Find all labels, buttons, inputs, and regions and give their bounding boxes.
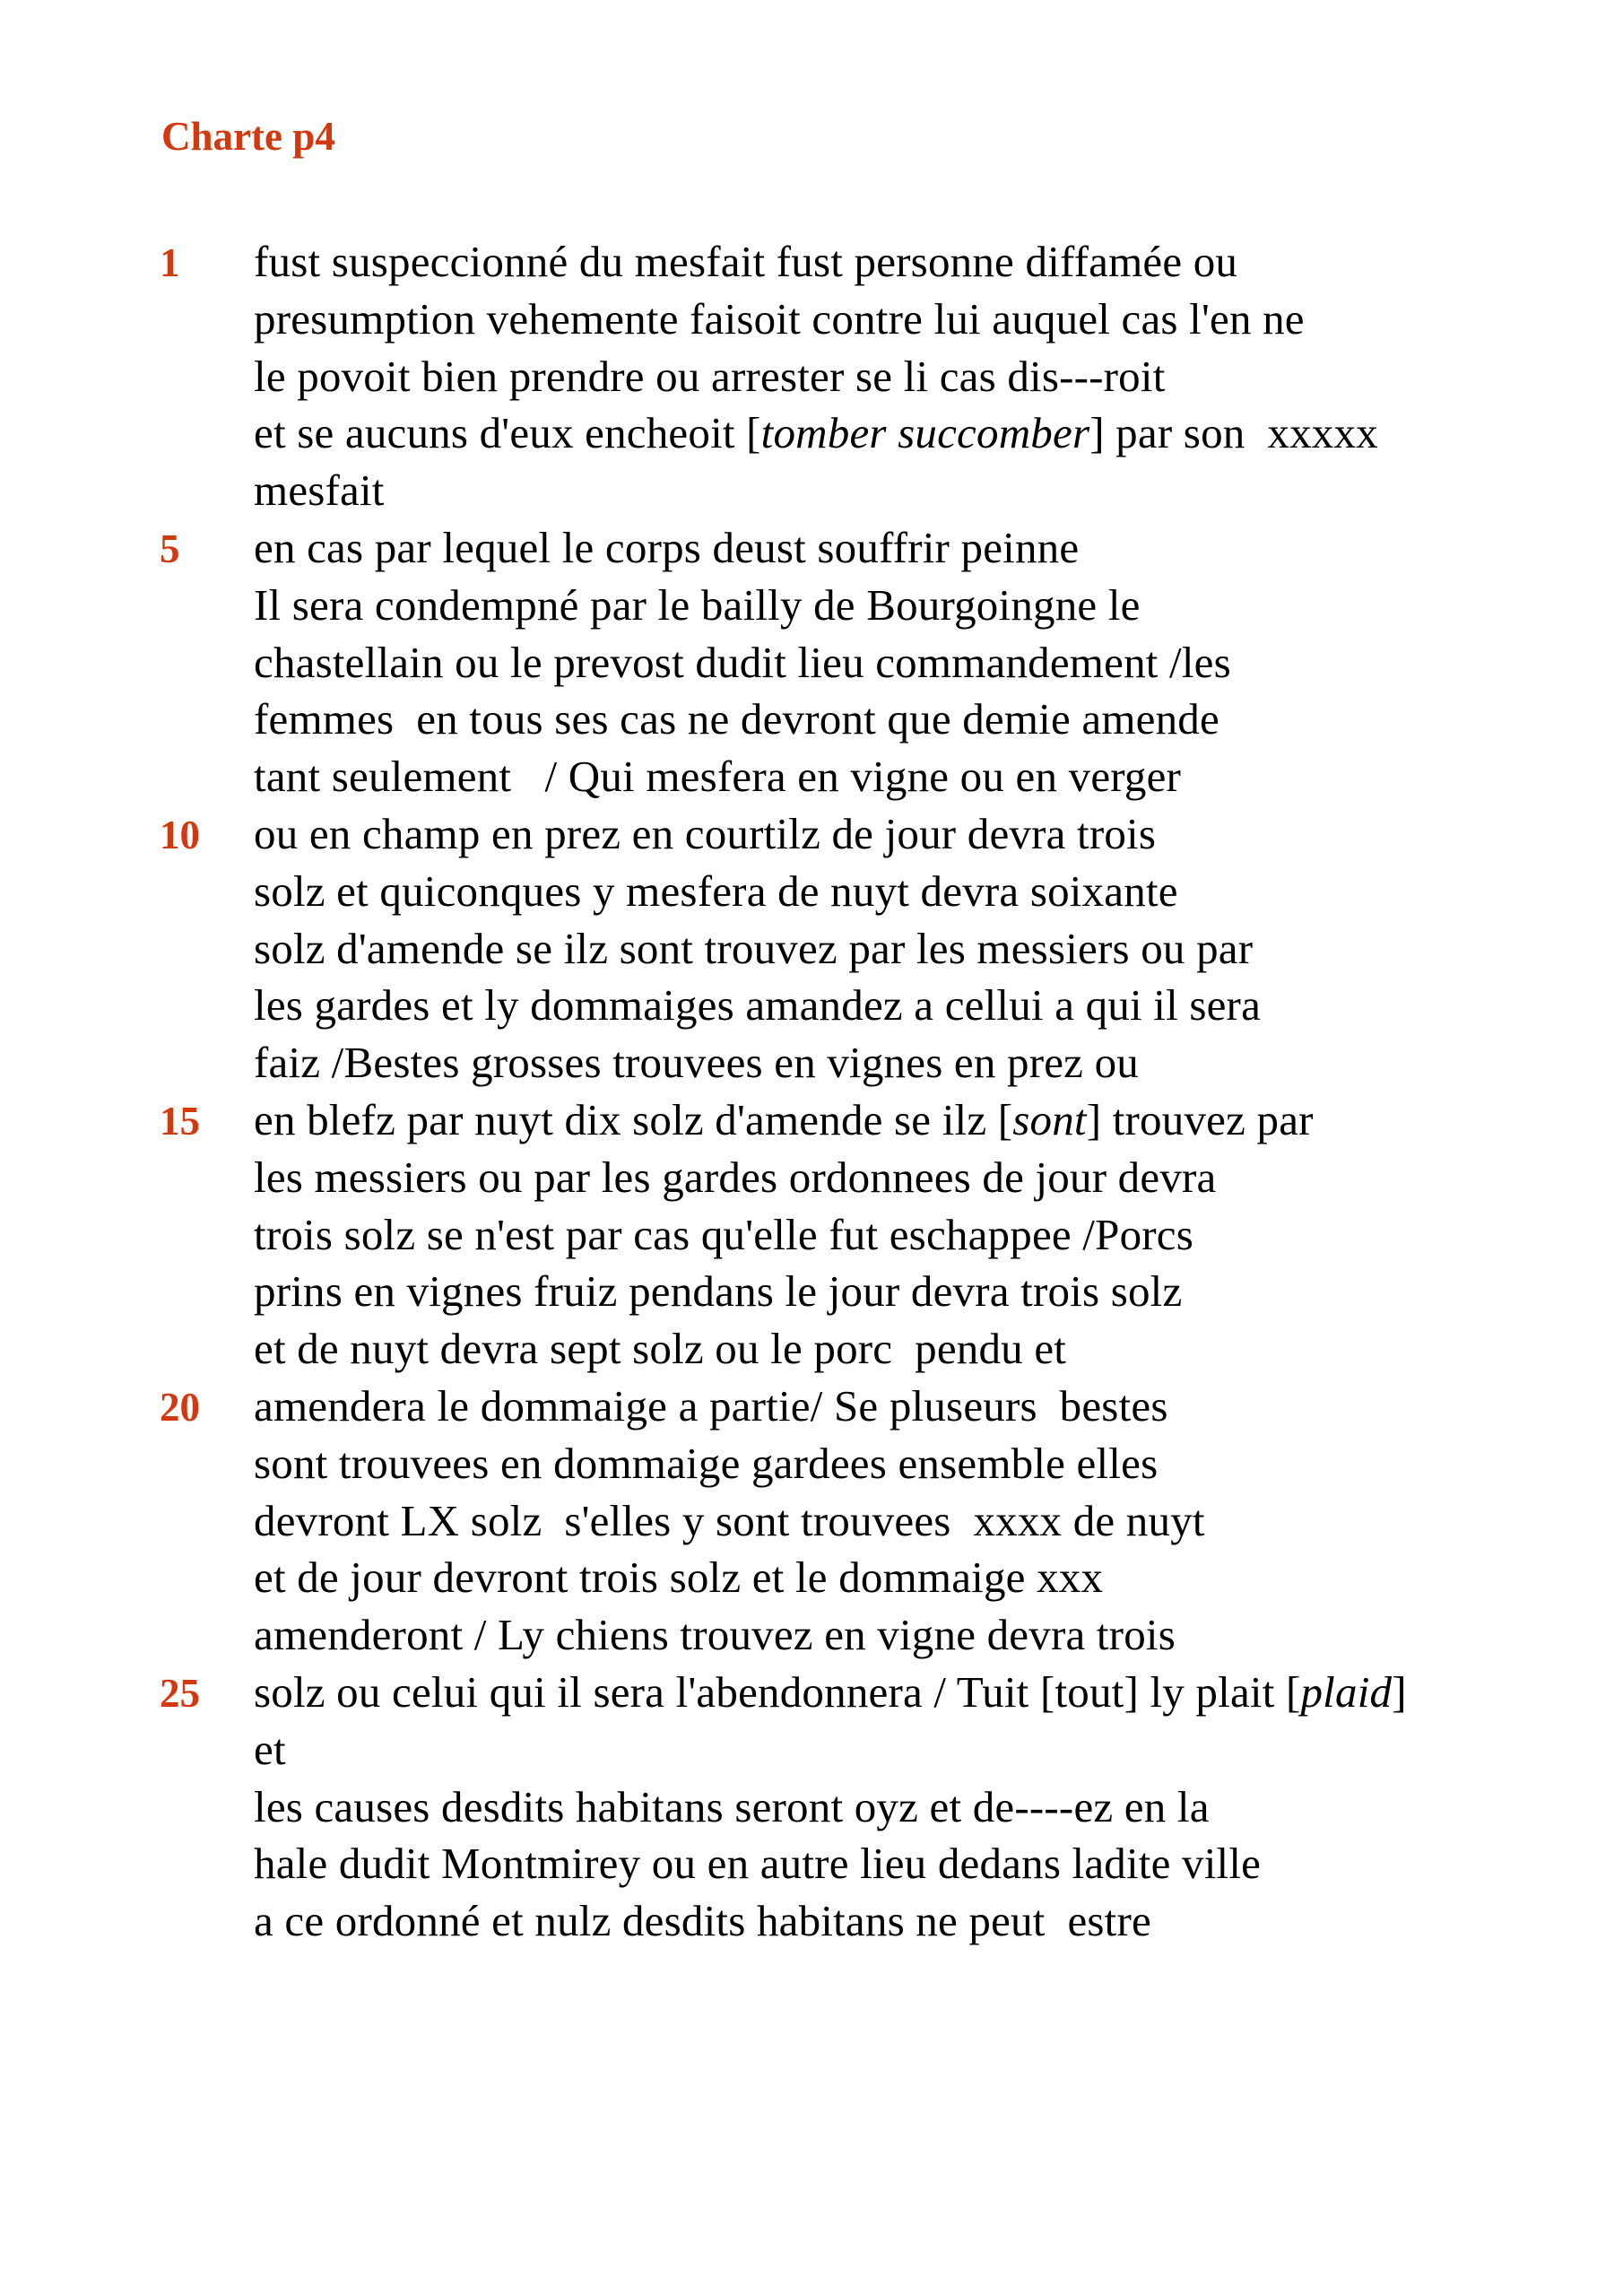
line-text-segment: et de nuyt devra sept solz ou le porc pendu et xyxy=(254,1324,1067,1374)
line-text-italic-segment: tomber succomber xyxy=(760,408,1090,458)
line-text xyxy=(254,1549,1103,1606)
line-text xyxy=(254,348,1166,405)
line-text xyxy=(254,748,1181,805)
transcription-line xyxy=(0,1263,1623,1320)
transcription-line xyxy=(0,1149,1623,1206)
line-text xyxy=(254,1206,1193,1264)
transcription-line xyxy=(0,519,1623,577)
line-text xyxy=(254,920,1253,978)
line-text-segment: et de jour devront trois solz et le dommaige xxx xyxy=(254,1552,1104,1603)
transcription-line xyxy=(0,634,1623,691)
line-text xyxy=(254,1034,1139,1091)
transcription-line xyxy=(0,291,1623,348)
line-text-segment: fust suspeccionné du mesfait fust personne diffamée ou xyxy=(254,237,1238,286)
transcription-line xyxy=(0,805,1623,863)
line-text-segment: en cas par lequel le corps deust souffrir peinne xyxy=(254,522,1080,572)
line-text-segment: amendera le dommaige a partie/ Se pluseurs bestes xyxy=(254,1380,1168,1431)
transcription-line xyxy=(0,1549,1623,1606)
line-text-segment: les gardes et ly dommaiges amandez a cellui a qui il sera xyxy=(254,980,1262,1031)
transcription-line xyxy=(0,1606,1623,1664)
line-text xyxy=(254,1263,1182,1320)
transcription-line xyxy=(0,1435,1623,1492)
line-text-segment: presumption vehemente faisoit contre lui auquel cas l'en ne xyxy=(254,293,1305,344)
transcription-line xyxy=(0,691,1623,748)
line-text xyxy=(254,1779,1210,1836)
transcription-line xyxy=(0,920,1623,978)
line-text-segment: devront LX solz s'elles y sont trouvees xxxx de nuyt xyxy=(254,1495,1205,1545)
transcription-line xyxy=(0,462,1623,519)
transcription-line xyxy=(0,348,1623,405)
transcription-line xyxy=(0,233,1623,291)
line-text xyxy=(254,1721,286,1779)
line-number: 10 xyxy=(160,812,200,857)
transcription-line xyxy=(0,1034,1623,1091)
line-text xyxy=(254,1435,1158,1492)
line-text-segment: les messiers ou par les gardes ordonnees de jour devra xyxy=(254,1152,1217,1202)
line-text-segment: a ce ordonné et nulz desdits habitans ne peut estre xyxy=(254,1896,1151,1946)
transcription-line xyxy=(0,1206,1623,1264)
transcription-line xyxy=(0,1320,1623,1378)
transcription-line xyxy=(0,1779,1623,1836)
transcription-line xyxy=(0,1892,1623,1950)
line-number: 20 xyxy=(160,1384,200,1430)
line-text-segment: sont trouvees en dommaige gardees ensemble elles xyxy=(254,1438,1159,1488)
line-text-segment: ou en champ en prez en courtilz de jour devra trois xyxy=(254,808,1157,858)
line-text xyxy=(254,404,1378,462)
line-text xyxy=(254,863,1178,920)
line-text xyxy=(254,233,1237,291)
transcription-line xyxy=(0,863,1623,920)
line-text xyxy=(254,1149,1217,1206)
line-text-segment: et xyxy=(254,1724,286,1774)
line-text-segment: Il sera condempné par le bailly de Bourgoingne le xyxy=(254,579,1141,630)
transcription-line xyxy=(0,1835,1623,1892)
line-text-segment: ] trouvez par xyxy=(1086,1094,1314,1144)
transcription-line xyxy=(0,577,1623,634)
transcription-line xyxy=(0,1091,1623,1149)
line-text xyxy=(254,1091,1314,1149)
line-text xyxy=(254,1606,1176,1664)
transcription-line xyxy=(0,1664,1623,1721)
transcription-line xyxy=(0,1378,1623,1435)
transcription-line xyxy=(0,977,1623,1034)
line-text-segment: mesfait xyxy=(254,465,385,516)
line-text xyxy=(254,1835,1261,1892)
line-text-segment: solz d'amende se ilz sont trouvez par les messiers ou par xyxy=(254,923,1254,973)
line-text-segment: solz et quiconques y mesfera de nuyt devra soixante xyxy=(254,865,1178,916)
transcription-line xyxy=(0,1721,1623,1779)
line-text-italic-segment: sont xyxy=(1012,1094,1087,1144)
line-text-segment: les causes desdits habitans seront oyz et de----ez en la xyxy=(254,1781,1210,1831)
transcription xyxy=(0,233,1623,1950)
line-text xyxy=(254,1320,1066,1378)
line-text xyxy=(254,1664,1407,1721)
line-text-segment: ] xyxy=(1392,1666,1407,1717)
line-text-segment: prins en vignes fruiz pendans le jour devra trois solz xyxy=(254,1266,1183,1317)
line-text-segment: en blefz par nuyt dix solz d'amende se ilz [ xyxy=(254,1094,1013,1144)
line-number: 25 xyxy=(160,1670,200,1716)
line-number: 15 xyxy=(160,1098,200,1144)
line-text-segment: et se aucuns d'eux encheoit [ xyxy=(254,408,761,458)
line-text xyxy=(254,1892,1151,1950)
line-text-segment: femmes en tous ses cas ne devront que demie amende xyxy=(254,694,1219,744)
line-text-segment: trois solz se n'est par cas qu'elle fut eschappee /Porcs xyxy=(254,1209,1193,1259)
line-number: 5 xyxy=(160,526,180,571)
line-text-segment: amenderont / Ly chiens trouvez en vigne devra trois xyxy=(254,1610,1176,1660)
line-text xyxy=(254,519,1079,577)
line-text-segment: le povoit bien prendre ou arrester se li cas dis---roit xyxy=(254,351,1166,401)
line-text-segment: chastellain ou le prevost dudit lieu commandement /les xyxy=(254,637,1231,687)
line-text-segment: hale dudit Montmirey ou en autre lieu dedans ladite ville xyxy=(254,1839,1262,1889)
transcription-line xyxy=(0,404,1623,462)
line-text xyxy=(254,977,1261,1034)
line-text xyxy=(254,577,1141,634)
line-text xyxy=(254,691,1219,748)
line-text xyxy=(254,1378,1168,1435)
line-text xyxy=(254,291,1305,348)
line-number: 1 xyxy=(160,240,180,285)
line-text xyxy=(254,1492,1205,1550)
line-text xyxy=(254,805,1156,863)
transcription-line xyxy=(0,1492,1623,1550)
line-text-italic-segment: plaid xyxy=(1300,1666,1393,1717)
line-text-segment: faiz /Bestes grosses trouvees en vignes en prez ou xyxy=(254,1038,1139,1088)
transcription-line xyxy=(0,748,1623,805)
line-text-segment: ] par son xxxxx xyxy=(1089,408,1378,458)
page-title: Charte p4 xyxy=(161,114,335,159)
line-text-segment: tant seulement / Qui mesfera en vigne ou en verger xyxy=(254,752,1182,802)
line-text xyxy=(254,634,1231,691)
line-text xyxy=(254,462,385,519)
line-text-segment: solz ou celui qui il sera l'abendonnera / Tuit [tout] ly plait [ xyxy=(254,1666,1301,1717)
